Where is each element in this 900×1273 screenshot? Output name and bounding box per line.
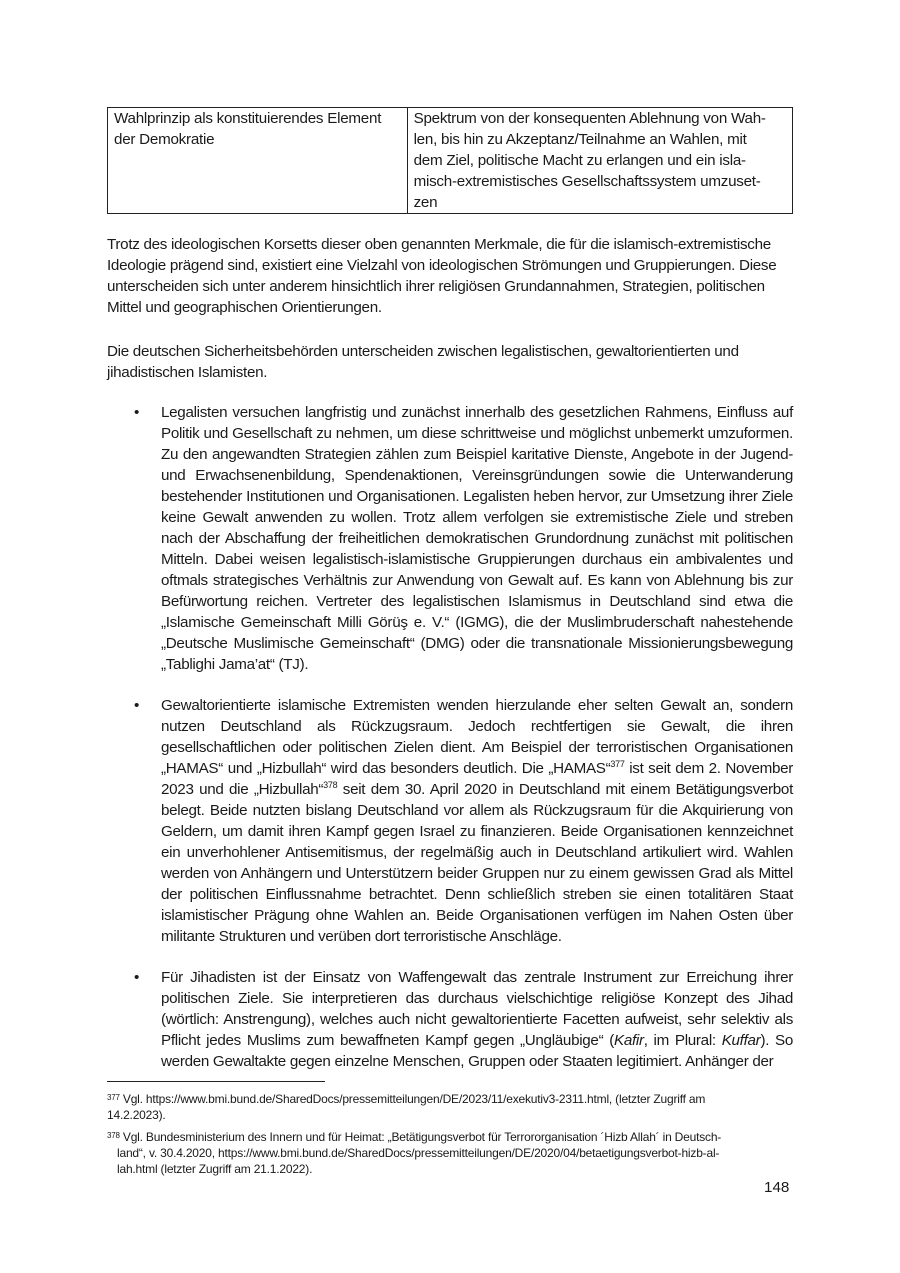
footnote-ref[interactable]: 378 xyxy=(323,780,338,790)
footnote-label: 377 xyxy=(107,1093,120,1102)
body-paragraph: Die deutschen Sicherheitsbehörden unterscheiden zwischen legalistischen, gewaltorientierten und jihadistischen Islamisten. xyxy=(107,343,739,381)
list-item-text: Für Jihadisten ist der Einsatz von Waffengewalt das zentrale Instrument zur Erreichung ihrer politischen Ziele. Sie interpretieren das durchaus vielschichtige religiöse Konzept des Jihad (wörtlich: Anstrengung), welches auch nicht gewaltorientierte Facetten aufweist, sehr selektiv als Pflicht jedes Muslims zum bewaffneten Kampf gegen „Ungläubige“ (Kafir, im Plural: Kuffar). So werden Gewaltakte gegen einzelne Menschen, Gruppen oder Staaten legitimiert. Anhänger der xyxy=(161,969,793,1070)
list-item xyxy=(107,695,793,947)
page-number: 148 xyxy=(764,1179,790,1196)
footnote-divider xyxy=(107,1081,325,1082)
table-cell-criterion: Wahlprinzip als konstituierendes Element der Demokratie xyxy=(108,108,408,214)
bullet-icon: • xyxy=(134,697,140,714)
criteria-table xyxy=(107,107,793,214)
footnote-label: 378 xyxy=(107,1131,120,1140)
list-item-text: Legalisten versuchen langfristig und zunächst innerhalb des gesetzlichen Rahmens, Einfluss auf Politik und Gesellschaft zu nehmen, um diese schrittweise und möglichst unbemerkt umzuformen. Zu den angewandten Strategien zählen zum Beispiel karitative Dienste, Angebote in der Jugend- und Erwachsenenbildung, Spendenaktionen, Vereinsgründungen sowie die Unterwanderung bestehender Institutionen und Organisationen. Legalisten heben hervor, zur Umsetzung ihrer Ziele keine Gewalt anwenden zu wollen. Trotz allem verfolgen sie extremistische Ziele und streben nach der Abschaffung der freiheitlichen demokratischen Grundordnung zunächst mit politischen Mitteln. Dabei weisen legalistisch-islamistische Gruppierungen durchaus ein ambivalentes und oftmals strategisches Verhältnis zur Anwendung von Gewalt auf. Es kann von Ablehnung bis zur Befürwortung reichen. Vertreter des legalistischen Islamismus in Deutschland sind etwa die „Islamische Gemeinschaft Milli Görüş e. V.“ (IGMG), die der Muslimbruderschaft nahestehende „Deutsche Muslimische Gemeinschaft“ (DMG) oder die transnationale Missionierungsbewegung „Tablighi Jama’at“ (TJ). xyxy=(161,404,793,673)
table-cell-spectrum: Spektrum von der konsequenten Ablehnung von Wah- len, bis hin zu Akzeptanz/Teilnahme an Wahlen, mit dem Ziel, politische Macht zu erlangen und ein isla- misch-extremistisches Gesellschaftssystem umzuset- zen xyxy=(407,108,792,214)
list-item xyxy=(107,402,793,675)
footnote-ref[interactable]: 377 xyxy=(610,759,625,769)
list-item-text: Gewaltorientierte islamische Extremisten wenden hierzulande eher selten Gewalt an, sondern nutzen Deutschland als Rückzugsraum. Jedoch rechtfertigen sie Gewalt, die ihren gesellschaftlichen oder politischen Zielen dient. Am Beispiel der terroristischen Organisationen „HAMAS“ und „Hizbullah“ wird das besonders deutlich. Die „HAMAS“$^{377}$ ist seit dem 2. November 2023 und die „Hizbullah“$^{378}$ seit dem 30. April 2020 in Deutschland mit einem Betätigungsverbot belegt. Beide nutzten bislang Deutschland vor allem als Rückzugsraum für die Akquirierung von Geldern, um damit ihren Kampf gegen Israel zu finanzieren. Beide Organisationen kennzeichnet ein unverhohlener Antisemitismus, der regelmäßig auch in Deutschland artikuliert wird. Wahlen werden von Anhängern und Unterstützern beider Gruppen nur zu einem gewissen Grad als Mittel der politischen Einflussnahme betrachtet. Denn schließlich streben sie einen totalitären Staat islamistischer Prägung ohne Wahlen an. Beide Organisationen verfügen im Nahen Osten über militante Strukturen und verüben dort terroristische Anschläge. xyxy=(161,697,793,945)
footnote: $^{378}$ Vgl. Bundesministerium des Innern und für Heimat: „Betätigungsverbot für Terrororganisation ´Hizb Allah´ in Deutsch- land“, v. 30.4.2020, https://www.bmi.bund.de/SharedDocs/pressemitteilungen/DE/2020/04/betaetigungsverbot-hizb-al- lah.html (letzter Zugriff am 21.1.2022). xyxy=(107,1130,722,1176)
body-paragraph: Trotz des ideologischen Korsetts dieser oben genannten Merkmale, die für die islamisch-extremistische Ideologie prägend sind, existiert eine Vielzahl von ideologischen Strömungen und Gruppierungen. Diese unterscheiden sich unter anderem hinsichtlich ihrer religiösen Grundannahmen, Strategien, politischen Mittel und geographischen Orientierungen. xyxy=(107,236,777,316)
bullet-icon: • xyxy=(134,404,140,421)
bullet-icon: • xyxy=(134,969,140,986)
list-item xyxy=(107,967,793,1072)
footnote: $^{377}$ Vgl. https://www.bmi.bund.de/SharedDocs/pressemitteilungen/DE/2023/11/exekutiv3-2311.html, (letzter Zugriff am 14.2.2023). xyxy=(107,1092,706,1122)
table-row xyxy=(108,108,793,214)
bullet-list xyxy=(107,402,793,1072)
